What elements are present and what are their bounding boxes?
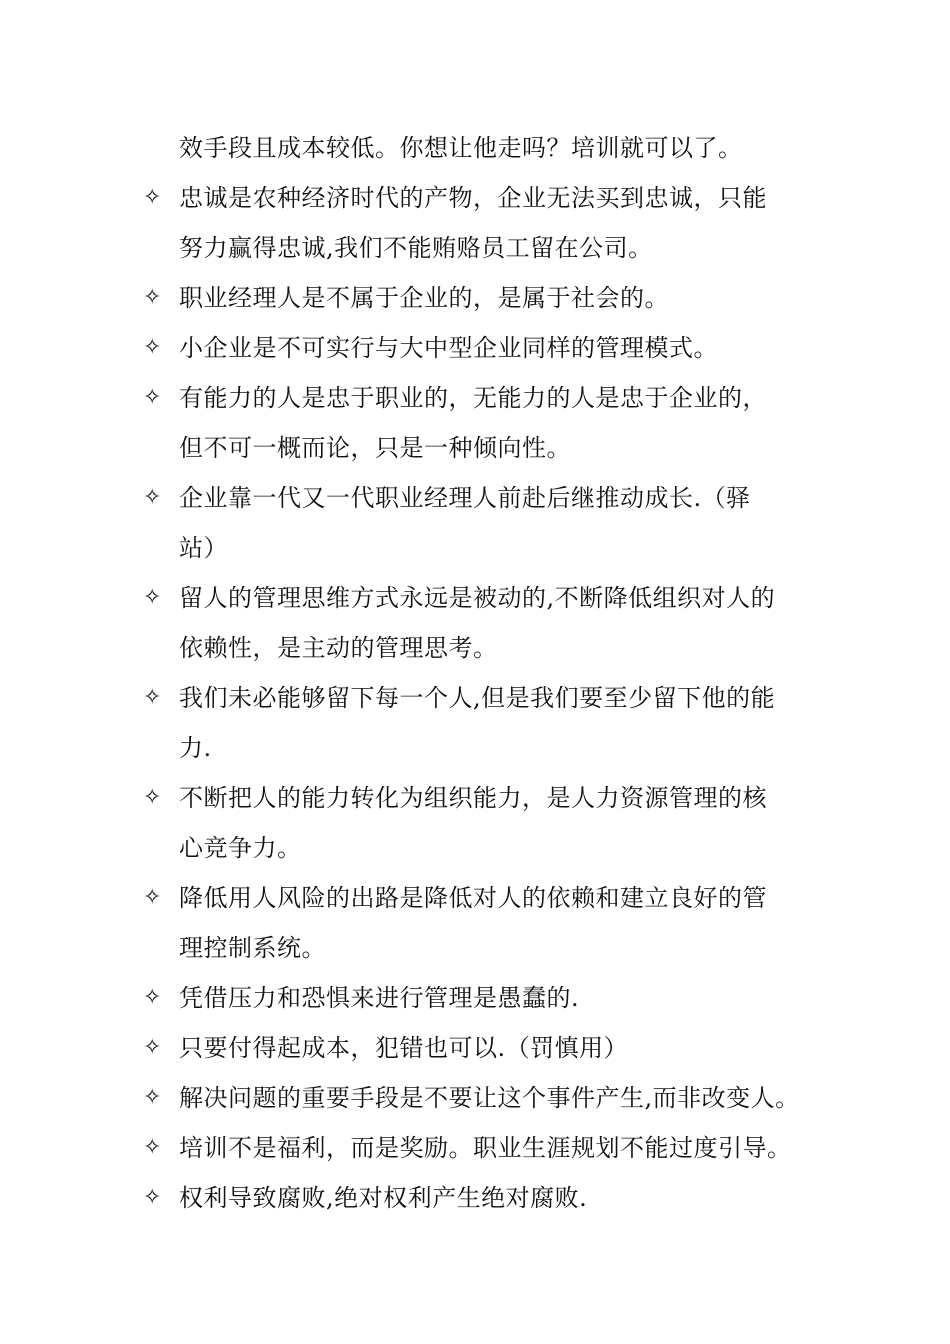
list-item-text: 凭借压力和恐惧来进行管理是愚蠢的. — [179, 984, 580, 1012]
document-body — [143, 126, 823, 1226]
bullet-star-icon: ✧ — [143, 1185, 162, 1210]
continuation-text: 效手段且成本较低。你想让他走吗？培训就可以了。 — [179, 134, 743, 162]
bullet-star-icon: ✧ — [143, 285, 162, 310]
list-item-first-line — [143, 676, 823, 726]
list-item — [143, 1176, 823, 1226]
list-item — [143, 1076, 823, 1126]
list-item-continuation-line — [143, 226, 823, 276]
list-item-text: 忠诚是农种经济时代的产物，企业无法买到忠诚，只能 — [179, 184, 767, 212]
list-item-first-line — [143, 976, 823, 1026]
bullet-star-icon: ✧ — [143, 1135, 162, 1160]
list-item-text: 理控制系统。 — [179, 934, 326, 962]
list-item-first-line — [143, 176, 823, 226]
bullet-star-icon: ✧ — [143, 885, 162, 910]
list-item — [143, 276, 823, 326]
list-item-text: 依赖性，是主动的管理思考。 — [179, 634, 498, 662]
list-item-continuation-line — [143, 826, 823, 876]
list-item-first-line — [143, 476, 823, 526]
continuation-line — [143, 126, 823, 176]
list-item-text: 站） — [179, 534, 228, 562]
list-item-text: 职业经理人是不属于企业的，是属于社会的。 — [179, 284, 669, 312]
bullet-star-icon: ✧ — [143, 1085, 162, 1110]
list-item-first-line — [143, 776, 823, 826]
list-item-first-line — [143, 1026, 823, 1076]
list-item-first-line — [143, 376, 823, 426]
list-item-text: 降低用人风险的出路是降低对人的依赖和建立良好的管 — [179, 884, 767, 912]
bullet-star-icon: ✧ — [143, 385, 162, 410]
list-item-text: 解决问题的重要手段是不要让这个事件产生,而非改变人。 — [179, 1084, 800, 1112]
list-item-continuation-line — [143, 426, 823, 476]
list-item-first-line — [143, 326, 823, 376]
list-item-text: 心竞争力。 — [179, 834, 302, 862]
list-item-first-line — [143, 276, 823, 326]
bullet-star-icon: ✧ — [143, 985, 162, 1010]
list-item — [143, 776, 823, 876]
bullet-star-icon: ✧ — [143, 585, 162, 610]
list-item — [143, 176, 823, 276]
list-item-continuation-line — [143, 526, 823, 576]
bullet-star-icon: ✧ — [143, 335, 162, 360]
list-item-text: 努力赢得忠诚,我们不能贿赂员工留在公司。 — [179, 234, 653, 262]
bullet-star-icon: ✧ — [143, 485, 162, 510]
list-item — [143, 376, 823, 476]
list-item-first-line — [143, 1126, 823, 1176]
list-item — [143, 476, 823, 576]
list-item-text: 力. — [179, 734, 212, 762]
list-item-first-line — [143, 576, 823, 626]
list-item-first-line — [143, 1176, 823, 1226]
bullet-list — [143, 176, 823, 1226]
list-item-continuation-line — [143, 926, 823, 976]
list-item — [143, 676, 823, 776]
list-item-continuation-line — [143, 626, 823, 676]
bullet-star-icon: ✧ — [143, 785, 162, 810]
bullet-star-icon: ✧ — [143, 185, 162, 210]
list-item-text: 企业靠一代又一代职业经理人前赴后继推动成长.（驿 — [179, 484, 751, 512]
list-item — [143, 1126, 823, 1176]
list-item-first-line — [143, 1076, 823, 1126]
list-item — [143, 576, 823, 676]
list-item-text: 但不可一概而论，只是一种倾向性。 — [179, 434, 571, 462]
list-item-first-line — [143, 876, 823, 926]
bullet-star-icon: ✧ — [143, 685, 162, 710]
list-item — [143, 1026, 823, 1076]
list-item-text: 不断把人的能力转化为组织能力，是人力资源管理的核 — [179, 784, 767, 812]
list-item — [143, 976, 823, 1026]
list-item — [143, 326, 823, 376]
list-item-text: 小企业是不可实行与大中型企业同样的管理模式。 — [179, 334, 718, 362]
list-item-text: 培训不是福利，而是奖励。职业生涯规划不能过度引导。 — [179, 1134, 792, 1162]
list-item-continuation-line — [143, 726, 823, 776]
list-item — [143, 876, 823, 976]
bullet-star-icon: ✧ — [143, 1035, 162, 1060]
list-item-text: 权利导致腐败,绝对权利产生绝对腐败. — [179, 1184, 588, 1212]
list-item-text: 留人的管理思维方式永远是被动的,不断降低组织对人的 — [179, 584, 776, 612]
list-item-text: 只要付得起成本，犯错也可以.（罚慎用） — [179, 1034, 629, 1062]
list-item-text: 有能力的人是忠于职业的，无能力的人是忠于企业的， — [179, 384, 767, 412]
list-item-text: 我们未必能够留下每一个人,但是我们要至少留下他的能 — [179, 684, 776, 712]
